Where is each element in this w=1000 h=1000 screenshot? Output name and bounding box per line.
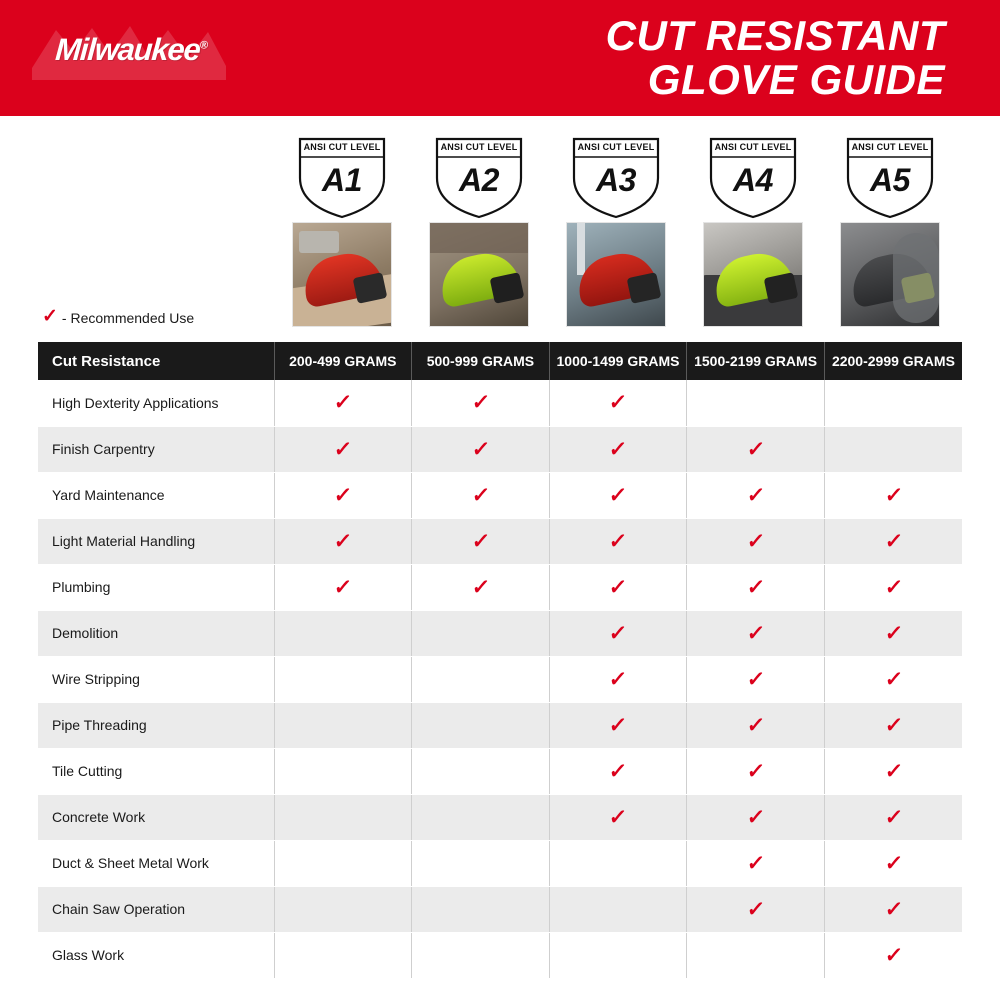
row-label: Pipe Threading: [38, 702, 274, 748]
ansi-badge-caption: ANSI CUT LEVEL: [303, 142, 381, 152]
check-icon: ✓: [745, 805, 766, 829]
milwaukee-logo: [30, 22, 230, 84]
cell-recommended: [824, 794, 962, 840]
check-icon: ✓: [883, 759, 904, 783]
check-icon: ✓: [607, 437, 628, 461]
check-icon: ✓: [470, 437, 491, 461]
cell-recommended: [549, 472, 687, 518]
cell-recommended: [412, 564, 550, 610]
a2-green-glove-photo: [429, 222, 529, 327]
a3-red-glove-photo: [566, 222, 666, 327]
cell-empty: [274, 794, 412, 840]
ansi-badge-level: A2: [459, 162, 499, 198]
table-row: [38, 656, 962, 702]
cell-empty: [412, 610, 550, 656]
cell-recommended: [549, 748, 687, 794]
ansi-badge-a5: [844, 136, 936, 220]
check-icon: ✓: [607, 483, 628, 507]
table-header-row: [38, 342, 962, 380]
column-header-cut-resistance: Cut Resistance: [38, 342, 274, 380]
table-row: [38, 932, 962, 978]
ansi-badge-caption: ANSI CUT LEVEL: [440, 142, 518, 152]
cell-recommended: [549, 426, 687, 472]
cell-empty: [412, 794, 550, 840]
check-icon: ✓: [470, 483, 491, 507]
check-icon: ✓: [332, 391, 353, 415]
cell-empty: [412, 840, 550, 886]
check-icon: ✓: [883, 667, 904, 691]
check-icon: ✓: [607, 759, 628, 783]
cell-recommended: [549, 794, 687, 840]
row-label: High Dexterity Applications: [38, 380, 274, 426]
cell-recommended: [274, 426, 412, 472]
check-icon: ✓: [745, 437, 766, 461]
table-row: [38, 472, 962, 518]
check-icon: ✓: [470, 529, 491, 553]
cell-recommended: [687, 748, 825, 794]
column-header-a5: 2200-2999 GRAMS: [824, 342, 962, 380]
cell-empty: [274, 840, 412, 886]
row-label: Tile Cutting: [38, 748, 274, 794]
table-row: [38, 748, 962, 794]
check-icon: ✓: [745, 483, 766, 507]
a5-grey-glove-photo: [840, 222, 940, 327]
cell-recommended: [549, 702, 687, 748]
recommended-use-key-label: - Recommended Use: [61, 309, 195, 326]
cell-empty: [274, 656, 412, 702]
cell-empty: [412, 702, 550, 748]
cell-recommended: [687, 840, 825, 886]
table-body: [38, 380, 962, 978]
ansi-badge-a2: [433, 136, 525, 220]
check-icon: ✓: [332, 483, 353, 507]
cell-recommended: [824, 656, 962, 702]
cell-recommended: [549, 610, 687, 656]
ansi-badge-a1: [296, 136, 388, 220]
row-label: Wire Stripping: [38, 656, 274, 702]
check-icon: ✓: [883, 897, 904, 921]
cell-recommended: [687, 518, 825, 564]
table-row: [38, 794, 962, 840]
cell-recommended: [687, 794, 825, 840]
check-icon: ✓: [607, 713, 628, 737]
check-icon: ✓: [470, 391, 491, 415]
check-icon: ✓: [745, 713, 766, 737]
check-icon: ✓: [883, 805, 904, 829]
check-icon: ✓: [607, 621, 628, 645]
table-row: [38, 564, 962, 610]
registered-mark: ®: [199, 39, 208, 52]
cell-recommended: [412, 472, 550, 518]
row-label: Demolition: [38, 610, 274, 656]
check-icon: ✓: [607, 667, 628, 691]
cell-recommended: [824, 518, 962, 564]
cell-empty: [274, 610, 412, 656]
brand-wordmark: Milwaukee®: [54, 32, 208, 67]
cell-recommended: [824, 748, 962, 794]
check-icon: ✓: [607, 575, 628, 599]
cell-recommended: [412, 518, 550, 564]
ansi-level-badges: [0, 116, 1000, 216]
check-icon: ✓: [745, 759, 766, 783]
check-icon: ✓: [332, 575, 353, 599]
page-title-line-2: GLOVE GUIDE: [647, 56, 945, 103]
a1-red-glove-photo: [292, 222, 392, 327]
cell-empty: [549, 840, 687, 886]
cell-empty: [274, 932, 412, 978]
check-icon: ✓: [883, 529, 904, 553]
cell-recommended: [549, 518, 687, 564]
page-title: [606, 14, 945, 102]
check-icon: ✓: [745, 851, 766, 875]
row-label: Concrete Work: [38, 794, 274, 840]
check-icon: ✓: [883, 621, 904, 645]
cell-recommended: [274, 518, 412, 564]
ansi-badge-level: A1: [322, 162, 362, 198]
ansi-badge-a3: [570, 136, 662, 220]
cell-recommended: [687, 564, 825, 610]
cell-empty: [549, 932, 687, 978]
cell-empty: [412, 932, 550, 978]
cell-recommended: [274, 564, 412, 610]
cell-recommended: [687, 472, 825, 518]
check-icon: ✓: [745, 667, 766, 691]
cell-recommended: [687, 656, 825, 702]
check-icon: ✓: [607, 391, 628, 415]
check-icon: ✓: [883, 575, 904, 599]
row-label: Yard Maintenance: [38, 472, 274, 518]
check-icon: ✓: [470, 575, 491, 599]
cell-recommended: [549, 564, 687, 610]
cell-empty: [274, 748, 412, 794]
check-icon: ✓: [42, 306, 58, 327]
row-label: Chain Saw Operation: [38, 886, 274, 932]
column-header-a2: 500-999 GRAMS: [412, 342, 550, 380]
cell-empty: [824, 380, 962, 426]
cell-empty: [687, 380, 825, 426]
cell-recommended: [687, 886, 825, 932]
cell-recommended: [824, 886, 962, 932]
cell-empty: [412, 656, 550, 702]
cell-recommended: [687, 702, 825, 748]
cell-recommended: [824, 564, 962, 610]
column-header-a4: 1500-2199 GRAMS: [687, 342, 825, 380]
check-icon: ✓: [332, 437, 353, 461]
row-label: Light Material Handling: [38, 518, 274, 564]
cell-recommended: [412, 380, 550, 426]
cell-empty: [274, 702, 412, 748]
page-title-line-1: CUT RESISTANT: [605, 12, 945, 59]
cell-empty: [274, 886, 412, 932]
recommended-use-key: [42, 308, 194, 327]
cell-empty: [412, 886, 550, 932]
cell-recommended: [274, 472, 412, 518]
table-header: [38, 342, 962, 380]
table-row: [38, 380, 962, 426]
cell-recommended: [687, 610, 825, 656]
cell-recommended: [824, 472, 962, 518]
check-icon: ✓: [745, 529, 766, 553]
cut-resistance-table: [38, 342, 962, 979]
table-row: [38, 840, 962, 886]
cell-empty: [549, 886, 687, 932]
ansi-badge-level: A5: [870, 162, 910, 198]
cell-recommended: [274, 380, 412, 426]
table-row: [38, 702, 962, 748]
cell-recommended: [824, 610, 962, 656]
cell-recommended: [687, 426, 825, 472]
table-row: [38, 518, 962, 564]
ansi-badge-caption: ANSI CUT LEVEL: [577, 142, 655, 152]
column-header-a1: 200-499 GRAMS: [274, 342, 412, 380]
table-row: [38, 610, 962, 656]
cell-empty: [412, 748, 550, 794]
ansi-badge-level: A3: [596, 162, 636, 198]
check-icon: ✓: [883, 483, 904, 507]
check-icon: ✓: [883, 851, 904, 875]
cell-recommended: [549, 656, 687, 702]
ansi-badge-level: A4: [733, 162, 773, 198]
cell-recommended: [824, 702, 962, 748]
table-row: [38, 426, 962, 472]
check-icon: ✓: [745, 897, 766, 921]
check-icon: ✓: [883, 713, 904, 737]
table-row: [38, 886, 962, 932]
ansi-badge-caption: ANSI CUT LEVEL: [714, 142, 792, 152]
cell-recommended: [824, 840, 962, 886]
cell-recommended: [412, 426, 550, 472]
check-icon: ✓: [745, 621, 766, 645]
ansi-badge-caption: ANSI CUT LEVEL: [851, 142, 929, 152]
cell-recommended: [549, 380, 687, 426]
cell-empty: [824, 426, 962, 472]
check-icon: ✓: [607, 529, 628, 553]
cell-empty: [687, 932, 825, 978]
ansi-badge-a4: [707, 136, 799, 220]
page-header: [0, 0, 1000, 116]
column-header-a3: 1000-1499 GRAMS: [549, 342, 687, 380]
a4-green-glove-photo: [703, 222, 803, 327]
cell-recommended: [824, 932, 962, 978]
row-label: Plumbing: [38, 564, 274, 610]
check-icon: ✓: [607, 805, 628, 829]
check-icon: ✓: [883, 943, 904, 967]
check-icon: ✓: [332, 529, 353, 553]
row-label: Glass Work: [38, 932, 274, 978]
row-label: Finish Carpentry: [38, 426, 274, 472]
check-icon: ✓: [745, 575, 766, 599]
row-label: Duct & Sheet Metal Work: [38, 840, 274, 886]
